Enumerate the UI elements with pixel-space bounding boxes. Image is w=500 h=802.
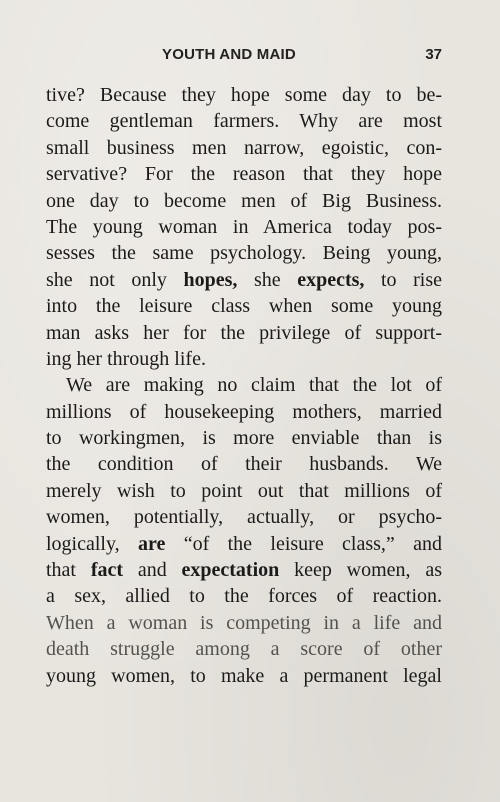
text-line: ing her through life. [46,347,206,370]
text-line: merely wish to point out that millions of [46,479,442,502]
text-line: that fact and expectation keep women, as [46,559,442,582]
emphasis-are: are [138,532,166,555]
emphasis-expects: expects, [297,268,365,291]
text-line: man asks her for the privilege of support- [46,321,442,344]
text-line: she not only hopes, she expects, to rise [46,268,442,291]
text-line: logically, are “of the leisure class,” and [46,532,442,555]
text-line: servative? For the reason that they hope [46,163,442,186]
text-line: into the leisure class when some young [46,295,442,318]
text-line: millions of housekeeping mothers, married [46,400,442,423]
running-title: YOUTH AND MAID [162,46,296,63]
emphasis-expectation: expectation [181,559,280,582]
page-number: 37 [425,46,442,63]
text-line: small business men narrow, egoistic, con- [46,136,442,159]
text-line: We are making no claim that the lot of [66,374,442,397]
text-line: young women, to make a permanent legal [46,664,442,687]
text-line: a sex, allied to the forces of reaction. [46,585,442,608]
text-line: tive? Because they hope some day to be- [46,84,442,106]
text-line: sesses the same psychology. Being young, [46,242,442,265]
text-line: come gentleman farmers. Why are most [46,110,442,133]
body-text [46,82,442,689]
text-line: to workingmen, is more enviable than is [46,427,442,450]
emphasis-fact: fact [90,559,124,582]
text-line: the condition of their husbands. We [46,453,442,476]
running-head [47,43,442,65]
text-line: death struggle among a score of other [46,638,442,661]
text-line: women, potentially, actually, or psycho- [46,506,442,529]
text-line: The young woman in America today pos- [46,215,442,238]
text-line: When a woman is competing in a life and [46,611,442,634]
text-line: one day to become men of Big Business. [46,189,442,212]
emphasis-hopes: hopes, [183,268,238,291]
